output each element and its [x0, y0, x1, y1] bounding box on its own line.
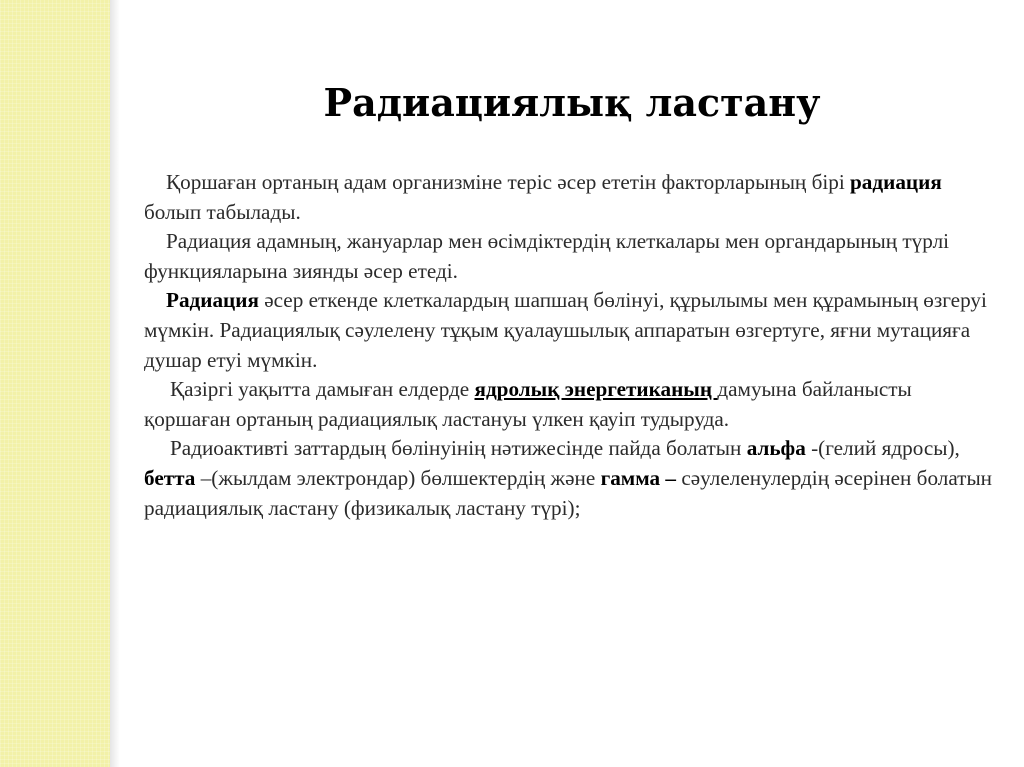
paragraph-3 [144, 286, 994, 375]
paragraph-1 [144, 168, 994, 227]
paragraph-5-text-d: сәулеленулердің әсерінен болатын радиациялық ластану (физикалық ластану түрі); [144, 465, 993, 520]
paragraph-2 [144, 227, 994, 286]
decorative-side-band [0, 0, 110, 767]
band-shadow [110, 0, 120, 767]
paragraph-1-text-a: Қоршаған ортаның адам организміне теріс әсер ететін факторларының бірі [166, 170, 851, 194]
paragraph-5-text-a: Радиоактивті заттардың бөлінуінің нәтижесінде пайда болатын [170, 436, 747, 461]
term-radiation: радиация [850, 170, 942, 194]
paragraph-5-text-c: –(жылдам электрондар) бөлшектердің және [195, 465, 601, 490]
paragraph-2-text: Радиация адамның, жануарлар мен өсімдіктердің клеткалары мен органдарының түрлі функцияларына зиянды әсер етеді. [144, 229, 950, 283]
paragraph-4 [144, 375, 994, 434]
term-nuclear-energy: ядролық энергетиканың [474, 377, 718, 402]
paragraph-5-text-b: -(гелий ядросы), [805, 436, 960, 461]
paragraph-4-text-b: дамуына байланысты қоршаған ортаның радиациялық ластануы үлкен қауіп тудыруда. [144, 377, 912, 431]
slide-body [144, 168, 994, 523]
paragraph-1-text-b: болып табылады. [144, 199, 301, 224]
term-beta: бетта [144, 465, 196, 490]
slide-title: Радиациялық ластану [323, 80, 821, 125]
term-radiation-2: Радиация [166, 288, 259, 313]
term-alpha: альфа [746, 436, 806, 461]
paragraph-3-text: әсер еткенде клеткалардың шапшаң бөлінуі, құрылымы мен құрамының өзгеруі мүмкін. Радиациялық сәулелену тұқым қуалаушылық аппаратын өзгертуге, яғни мутацияға душар етуі мүмкін. [144, 288, 987, 372]
paragraph-5 [144, 434, 994, 523]
term-gamma: гамма – [600, 465, 677, 490]
paragraph-4-text-a: Қазіргі уақытта дамыған елдерде [170, 377, 475, 402]
